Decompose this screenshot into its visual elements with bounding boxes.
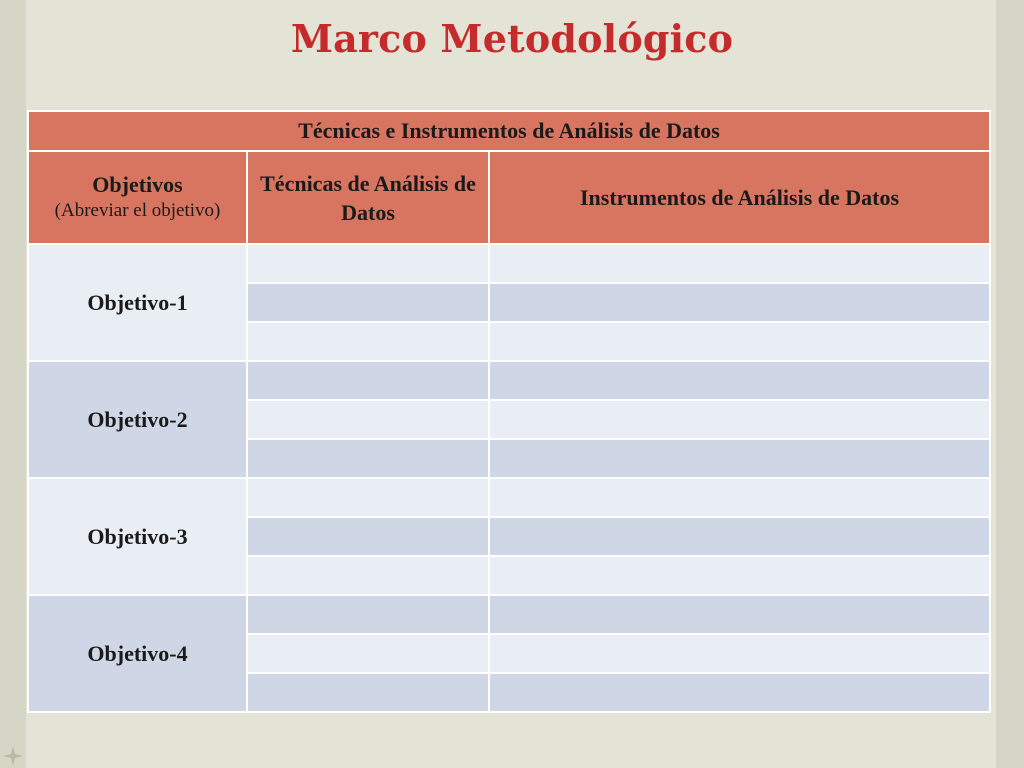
instrumento-cell[interactable] <box>489 361 990 400</box>
analysis-table-container <box>27 110 989 713</box>
tecnica-cell[interactable] <box>247 400 489 439</box>
instrumento-cell[interactable] <box>489 439 990 478</box>
table-row <box>28 595 990 634</box>
tecnica-cell[interactable] <box>247 283 489 322</box>
tecnica-cell[interactable] <box>247 361 489 400</box>
tecnica-cell[interactable] <box>247 556 489 595</box>
column-header-tecnicas <box>247 151 489 244</box>
instrumento-cell[interactable] <box>489 517 990 556</box>
column-header-instrumentos: Instrumentos de Análisis de Datos <box>489 151 990 244</box>
objetivo-cell: Objetivo-1 <box>28 244 247 361</box>
tecnica-cell[interactable] <box>247 517 489 556</box>
page-title: Marco Metodológico <box>290 16 734 61</box>
instrumento-cell[interactable] <box>489 322 990 361</box>
instrumento-cell[interactable] <box>489 673 990 712</box>
table-row <box>28 244 990 283</box>
right-decorative-strip <box>996 0 1024 768</box>
instrumento-cell[interactable] <box>489 595 990 634</box>
left-decorative-strip <box>0 0 26 768</box>
objetivo-cell: Objetivo-3 <box>28 478 247 595</box>
column-header-objetivos-note: (Abreviar el objetivo) <box>54 199 221 221</box>
four-point-star-icon <box>2 745 24 767</box>
table-row <box>28 478 990 517</box>
objetivo-cell: Objetivo-2 <box>28 361 247 478</box>
column-header-tecnicas-label: Técnicas de Análisis de Datos <box>260 170 476 225</box>
tecnica-cell[interactable] <box>247 595 489 634</box>
tecnica-cell[interactable] <box>247 322 489 361</box>
table-column-header-row <box>28 151 990 244</box>
instrumento-cell[interactable] <box>489 244 990 283</box>
table-top-header: Técnicas e Instrumentos de Análisis de Datos <box>28 111 990 151</box>
tecnica-cell[interactable] <box>247 634 489 673</box>
instrumento-cell[interactable] <box>489 283 990 322</box>
instrumento-cell[interactable] <box>489 556 990 595</box>
instrumento-cell[interactable] <box>489 400 990 439</box>
tecnica-cell[interactable] <box>247 439 489 478</box>
table-top-header-row <box>28 111 990 151</box>
table-row <box>28 361 990 400</box>
instrumento-cell[interactable] <box>489 478 990 517</box>
tecnica-cell[interactable] <box>247 673 489 712</box>
analysis-table <box>27 110 991 713</box>
tecnica-cell[interactable] <box>247 478 489 517</box>
tecnica-cell[interactable] <box>247 244 489 283</box>
column-header-objetivos-label: Objetivos <box>92 171 183 197</box>
column-header-objetivos <box>28 151 247 244</box>
instrumento-cell[interactable] <box>489 634 990 673</box>
objetivo-cell: Objetivo-4 <box>28 595 247 712</box>
